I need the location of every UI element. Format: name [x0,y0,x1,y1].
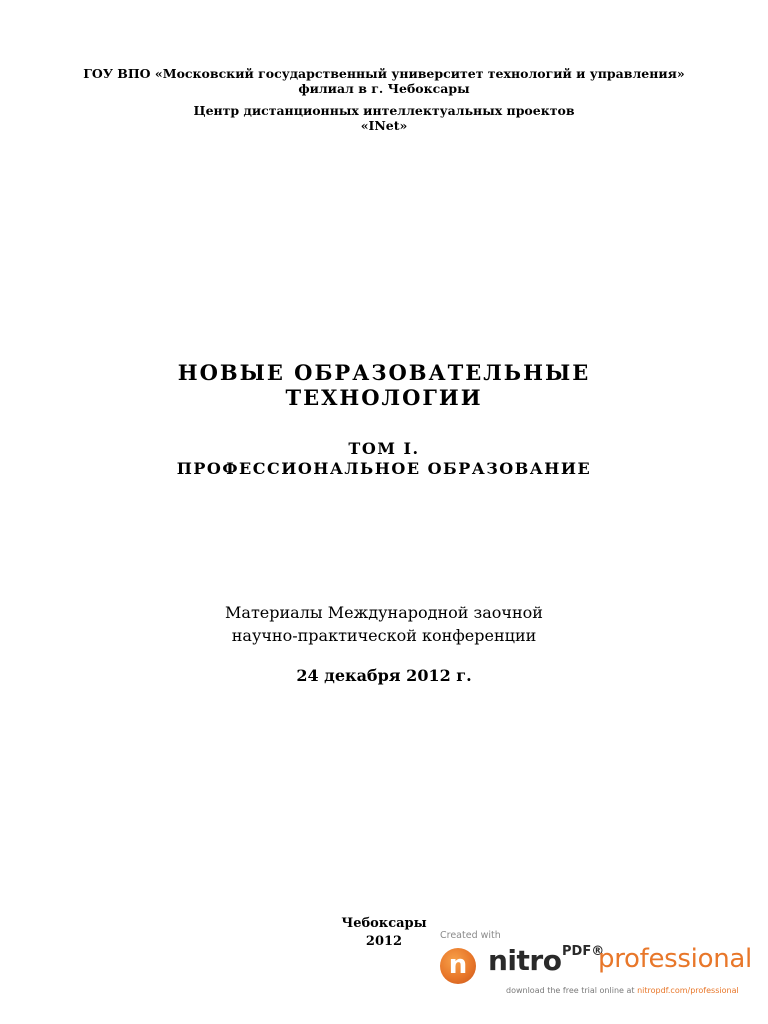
conference-line-1: Материалы Международной заочной [225,603,543,622]
volume-number: ТОМ I. [348,439,420,458]
title-line-1: НОВЫЕ ОБРАЗОВАТЕЛЬНЫЕ [177,360,591,385]
city: Чебоксары [341,916,427,931]
volume-subject: ПРОФЕССИОНАЛЬНОЕ ОБРАЗОВАНИЕ [176,459,592,478]
center-short-name: «INet» [360,118,408,133]
institution-name: ГОУ ВПО «Московский государственный университет технологий и управления» [83,66,685,81]
year: 2012 [365,934,403,949]
nitro-download-note [506,986,739,995]
nitro-edition: professional [598,944,752,974]
volume-title [0,439,768,479]
title-line-2: ТЕХНОЛОГИИ [285,385,483,410]
nitro-logo-letter: n [448,950,468,980]
document-title [0,360,768,410]
conference-description [0,601,768,647]
nitro-watermark [438,930,763,998]
conference-date: 24 декабря 2012 г. [296,666,472,685]
nitro-pdf-mark: PDF® [562,944,605,959]
header-spacer [0,96,768,103]
download-prefix: download the free trial online at [506,986,638,995]
nitro-brand: nitro [488,944,562,977]
center-name: Центр дистанционных интеллектуальных проектов [193,103,575,118]
conference-line-2: научно-практической конференции [231,626,537,645]
institution-header [0,66,768,133]
created-with-label: Created with [440,930,501,941]
nitro-logo-icon [440,948,476,984]
branch-name: филиал в г. Чебоксары [298,81,470,96]
download-link[interactable]: nitropdf.com/professional [637,986,739,995]
